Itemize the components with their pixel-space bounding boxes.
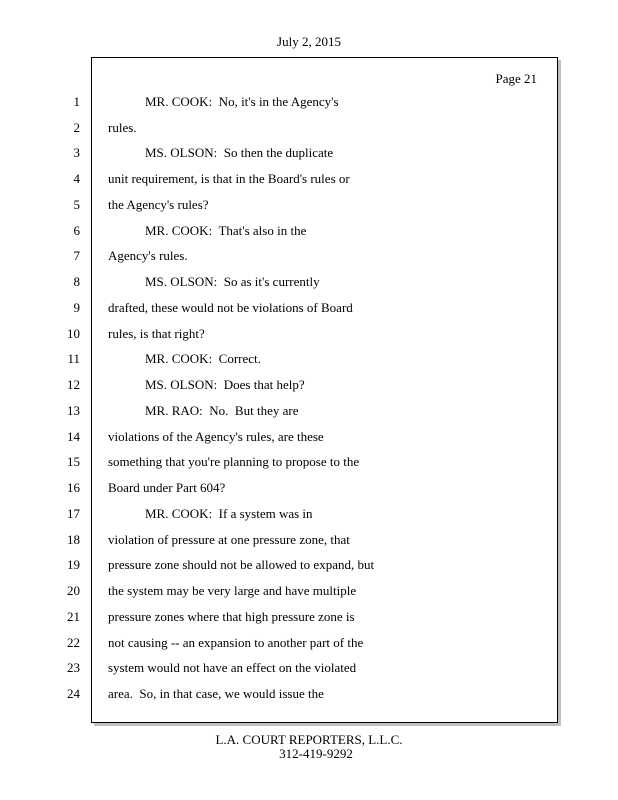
line-text: rules. xyxy=(108,119,137,135)
line-text: MR. COOK: If a system was in xyxy=(145,505,313,521)
header-date: July 2, 2015 xyxy=(277,34,341,49)
line-text: Board under Part 604? xyxy=(108,480,226,496)
line-number: 14 xyxy=(67,428,80,444)
line-text: area. So, in that case, we would issue the xyxy=(108,686,324,702)
line-text: MR. COOK: Correct. xyxy=(145,351,261,367)
line-text: pressure zone should not be allowed to expand, but xyxy=(108,557,375,573)
line-number: 1 xyxy=(73,94,80,109)
line-number: 23 xyxy=(67,660,80,676)
line-text: system would not have an effect on the violated xyxy=(108,660,357,676)
line-number: 2 xyxy=(73,119,80,135)
line-text: the system may be very large and have multiple xyxy=(108,583,357,599)
line-number: 24 xyxy=(67,686,80,702)
line-number: 9 xyxy=(73,299,80,315)
line-text: MS. OLSON: So then the duplicate xyxy=(145,145,334,161)
line-text: not causing -- an expansion to another part of the xyxy=(108,634,364,650)
line-text: unit requirement, is that in the Board's rules or xyxy=(108,171,350,187)
page-number: Page 21 xyxy=(495,71,537,86)
line-number: 11 xyxy=(67,351,80,367)
line-number: 8 xyxy=(73,274,80,290)
footer-company: L.A. COURT REPORTERS, L.L.C. xyxy=(215,732,403,747)
line-text: MR. RAO: No. But they are xyxy=(145,402,299,418)
line-number: 7 xyxy=(73,248,80,264)
line-text: MS. OLSON: So as it's currently xyxy=(145,274,320,290)
footer-phone: 312-419-9292 xyxy=(279,746,353,761)
line-text: MR. COOK: That's also in the xyxy=(145,222,307,238)
line-text: MR. COOK: No, it's in the Agency's xyxy=(145,94,339,109)
line-number: 17 xyxy=(67,505,80,521)
line-number: 13 xyxy=(67,402,80,418)
line-number: 21 xyxy=(67,608,80,624)
line-number: 15 xyxy=(67,454,80,470)
line-text: drafted, these would not be violations of Board xyxy=(108,299,353,315)
line-number: 16 xyxy=(67,480,80,496)
line-number: 5 xyxy=(73,196,80,212)
line-text: violations of the Agency's rules, are these xyxy=(108,428,324,444)
line-text: the Agency's rules? xyxy=(108,196,209,212)
line-number: 12 xyxy=(67,377,80,393)
line-number: 6 xyxy=(73,222,80,238)
line-text: Agency's rules. xyxy=(108,248,188,264)
line-text: violation of pressure at one pressure zone, that xyxy=(108,531,350,547)
line-text: pressure zones where that high pressure zone is xyxy=(108,608,355,624)
line-number: 22 xyxy=(67,634,80,650)
line-number: 3 xyxy=(73,145,80,161)
line-number: 4 xyxy=(73,171,80,187)
line-number: 10 xyxy=(67,325,80,341)
line-text: MS. OLSON: Does that help? xyxy=(145,377,305,393)
line-text: rules, is that right? xyxy=(108,325,205,341)
line-text: something that you're planning to propose to the xyxy=(108,454,360,470)
line-number: 19 xyxy=(67,557,80,573)
line-number: 20 xyxy=(67,583,80,599)
line-number: 18 xyxy=(67,531,80,547)
